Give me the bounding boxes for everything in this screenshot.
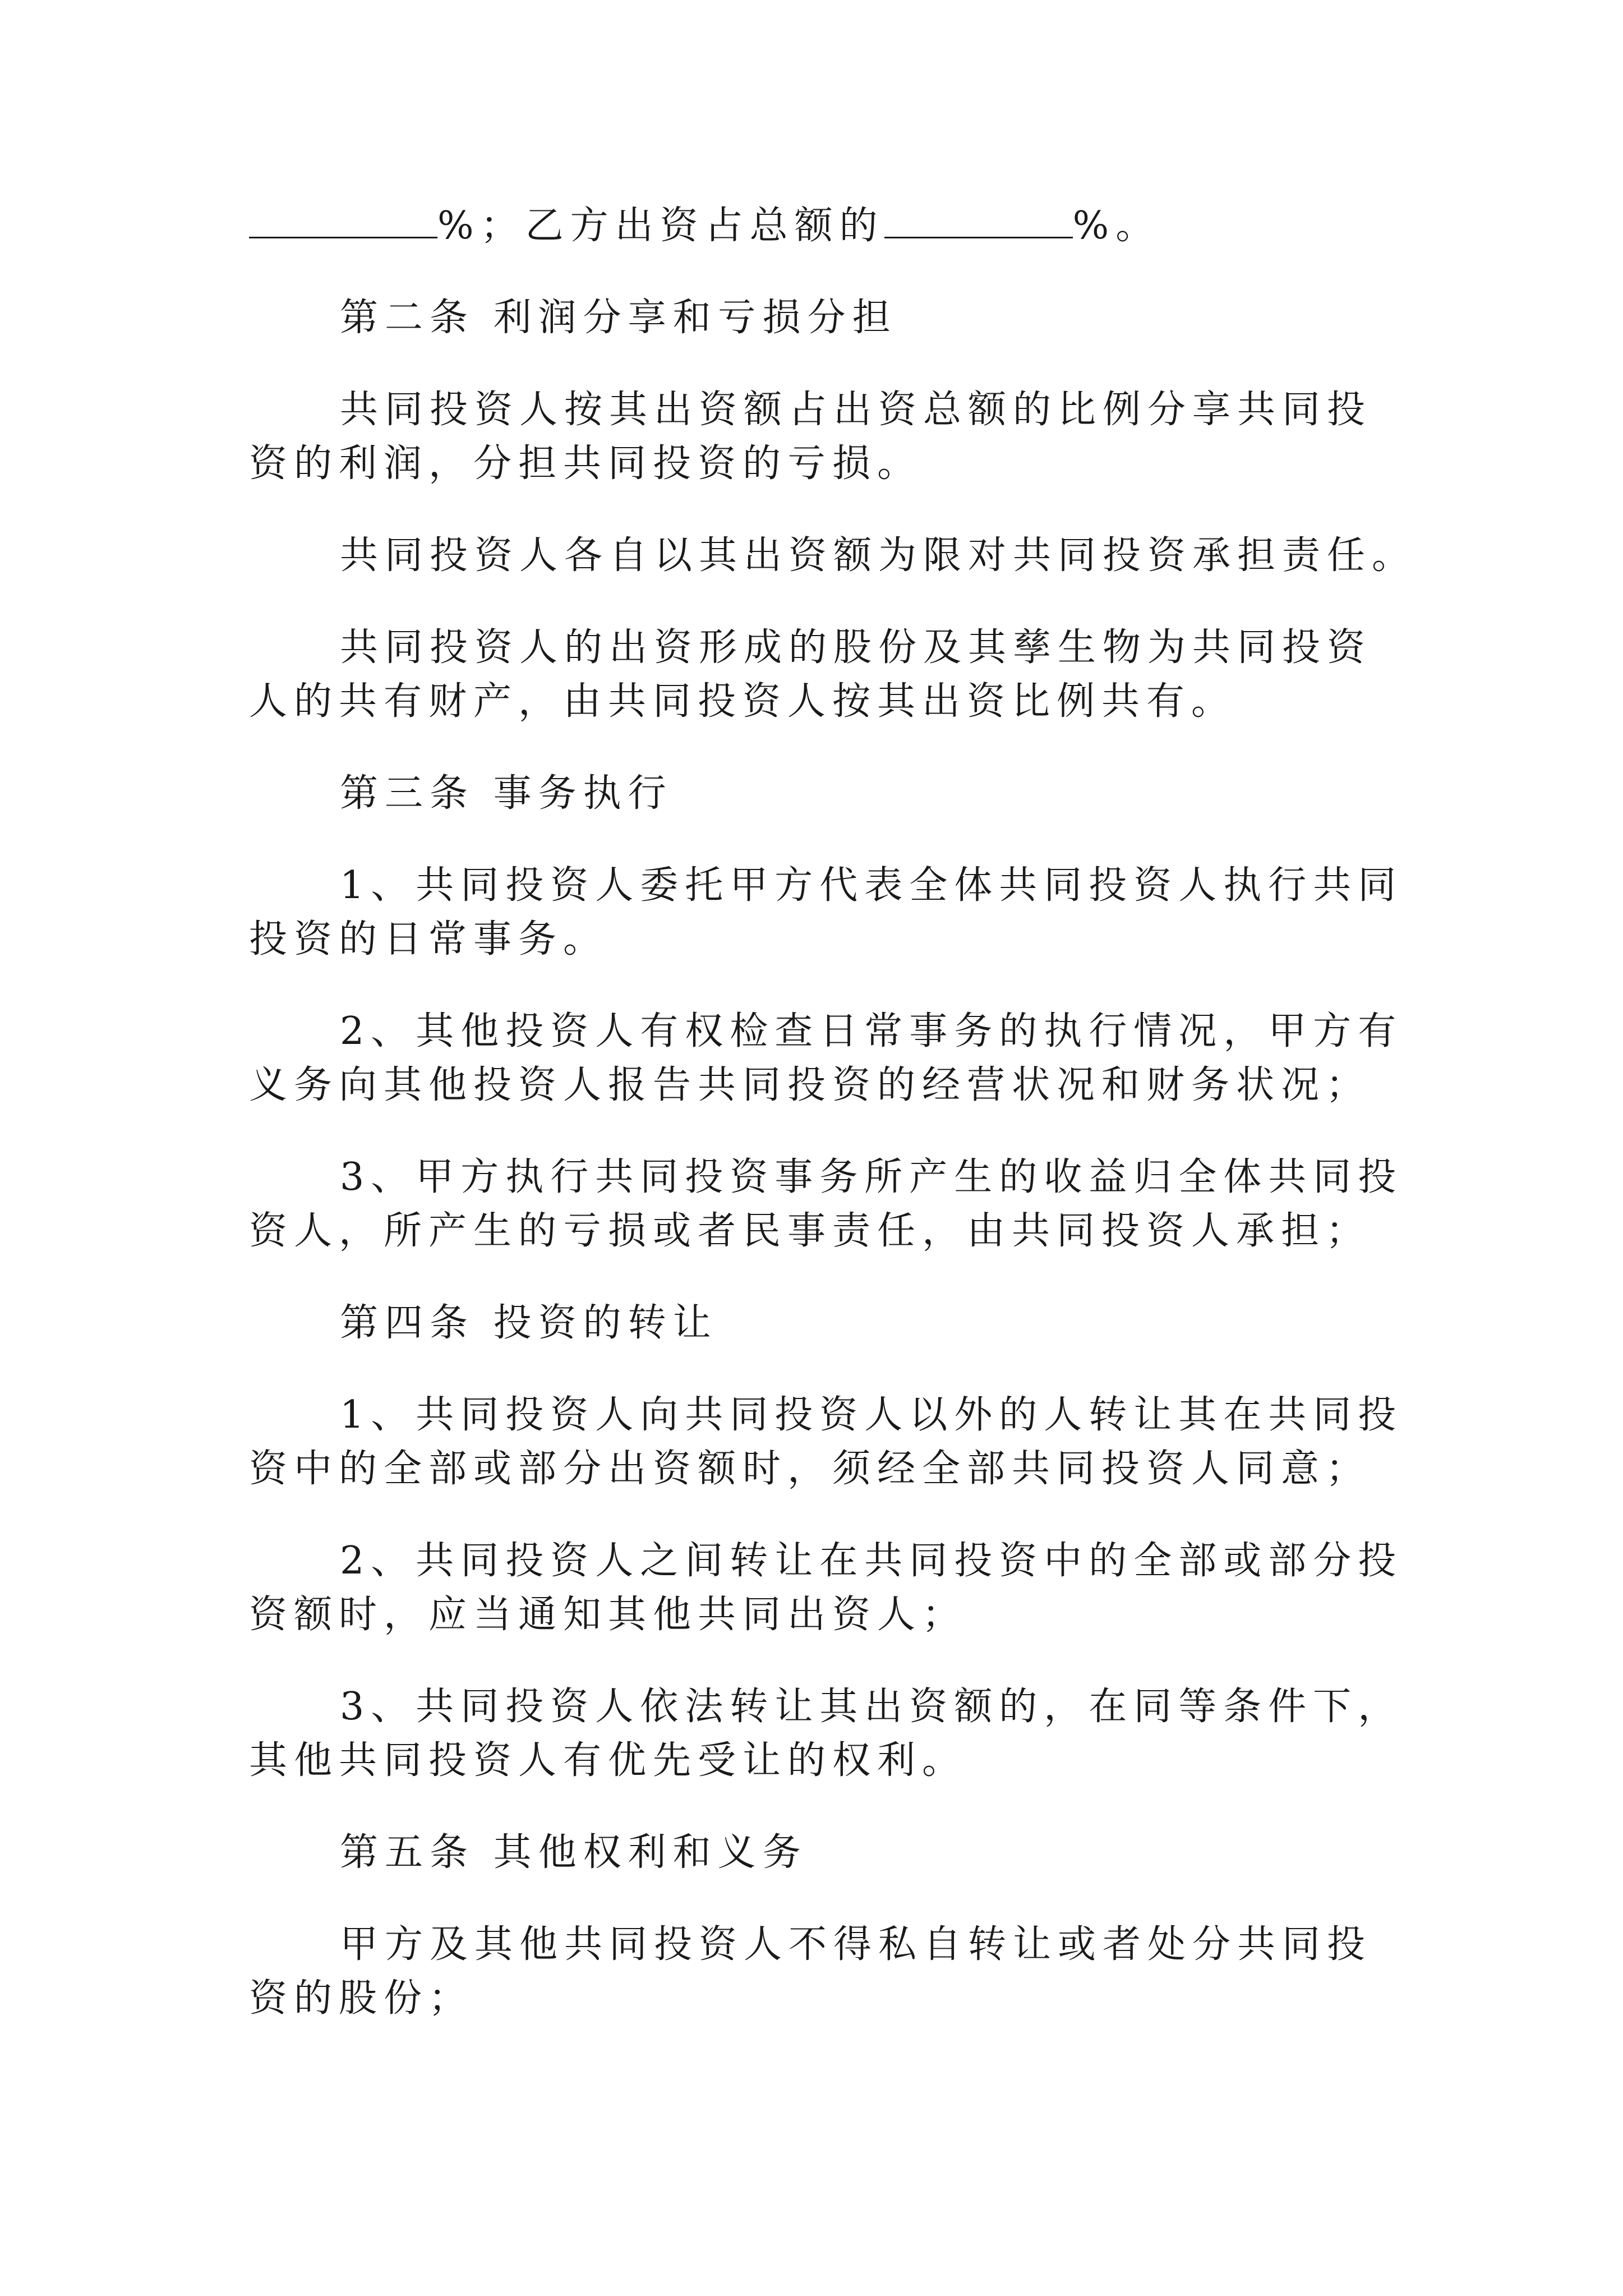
section-heading: 第五条 其他权利和义务 — [340, 1830, 808, 1875]
section-heading: 第三条 事务执行 — [340, 771, 673, 816]
paragraph-line: 3、甲方执行共同投资事务所产生的收益归全体共同投 — [340, 1155, 1403, 1199]
paragraph-line: 共同投资人各自以其出资额为限对共同投资承担责任。 — [340, 533, 1417, 578]
paragraph-line: 共同投资人的出资形成的股份及其孳生物为共同投资 — [340, 625, 1372, 670]
paragraph-line: 2、其他投资人有权检查日常事务的执行情况，甲方有 — [340, 1009, 1403, 1053]
blank-underline — [884, 202, 1073, 238]
paragraph-line: 2、共同投资人之间转让在共同投资中的全部或部分投 — [340, 1539, 1403, 1583]
paragraph-line: 1、共同投资人向共同投资人以外的人转让其在共同投 — [340, 1393, 1403, 1437]
text-fragment: %；乙方出资占总额的 — [437, 204, 884, 248]
section-heading: 第二条 利润分享和亏损分担 — [340, 296, 897, 340]
text-fragment: %。 — [1072, 204, 1161, 248]
paragraph-line: 3、共同投资人依法转让其出资额的，在同等条件下， — [340, 1685, 1403, 1729]
section-heading: 第四条 投资的转让 — [340, 1301, 718, 1345]
paragraph-line: 资的利润，分担共同投资的亏损。 — [249, 441, 923, 486]
paragraph-line: 义务向其他投资人报告共同投资的经营状况和财务状况； — [249, 1063, 1371, 1107]
document-body — [249, 199, 1417, 2026]
paragraph-line: 其他共同投资人有优先受让的权利。 — [249, 1738, 967, 1783]
paragraph-line: 1、共同投资人委托甲方代表全体共同投资人执行共同 — [340, 863, 1403, 908]
paragraph-line: 资人，所产生的亏损或者民事责任，由共同投资人承担； — [249, 1209, 1371, 1253]
blank-underline — [249, 202, 437, 238]
paragraph-line: 共同投资人按其出资额占出资总额的比例分享共同投 — [340, 388, 1372, 432]
paragraph-line: 资额时，应当通知其他共同出资人； — [249, 1593, 967, 1637]
paragraph-line: 投资的日常事务。 — [249, 917, 608, 961]
paragraph-line: 资的股份； — [249, 1976, 474, 2021]
paragraph-line: 人的共有财产，由共同投资人按其出资比例共有。 — [249, 679, 1237, 724]
first-line — [249, 199, 1393, 253]
paragraph-line: 资中的全部或部分出资额时，须经全部共同投资人同意； — [249, 1447, 1371, 1491]
paragraph-line: 甲方及其他共同投资人不得私自转让或者处分共同投 — [340, 1922, 1372, 1967]
